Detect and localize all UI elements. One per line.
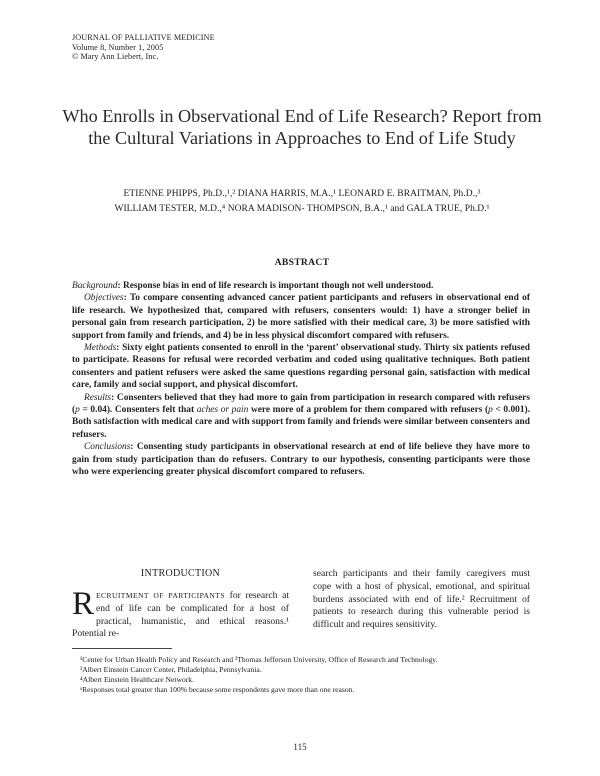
journal-volume: Volume 8, Number 1, 2005 <box>72 42 164 52</box>
journal-copyright: © Mary Ann Liebert, Inc. <box>72 52 159 62</box>
background-label: Background <box>72 281 118 291</box>
abstract-heading: ABSTRACT <box>274 257 330 268</box>
introduction-column-left <box>72 586 289 641</box>
page-number: 115 <box>293 742 307 752</box>
footnotes <box>72 655 530 695</box>
background-text: : Response bias in end of life research is important though not well understood. <box>117 281 434 291</box>
abstract-results <box>72 392 530 442</box>
results-label: Results <box>84 392 112 403</box>
abstract-conclusions <box>72 441 530 478</box>
footnote-affiliation-4: ⁴Albert Einstein Healthcare Network. <box>80 675 194 684</box>
abstract-objectives <box>72 292 530 342</box>
intro-left-text: for research at end of life can be complicated for a host of practical, humanistic, and ethical reasons.¹ Potential re- <box>72 590 289 640</box>
intro-small-caps: ECRUITMENT OF PARTICIPANTS <box>96 591 225 600</box>
results-p-value-1: p <box>75 405 80 416</box>
objectives-text: : To compare consenting advanced cancer patient participants and refusers in observational end of life research. We hypothesized that, compared with refusers, consenters would: 1) have a stronger belief in personal gain from research participation, 2) be more satisfied with their medical care, 3) be more satisfied with support from family and friends, and 4) be in less physical discomfort compared with refusers. <box>72 293 530 341</box>
results-text-c: were more of a problem for them compared with refusers ( <box>248 405 489 416</box>
abstract-background <box>72 280 530 292</box>
objectives-label: Objectives <box>84 293 124 304</box>
author-line-2: WILLIAM TESTER, M.D.,⁴ NORA MADISON- THOMPSON, B.A.,¹ and GALA TRUE, Ph.D.¹ <box>114 203 490 214</box>
methods-label: Methods <box>84 343 117 354</box>
author-line-1: ETIENNE PHIPPS, Ph.D.,¹,² DIANA HARRIS, M.A.,¹ LEONARD E. BRAITMAN, Ph.D.,³ <box>123 189 481 199</box>
intro-right-text: search participants and their family caregivers must cope with a host of physical, emotional, and spiritual burdens associated with end of life.² Recruitment of patients to research during this vulnerable period is difficult and requires sensitivity. <box>313 568 530 631</box>
results-aches: aches or pain <box>196 405 249 416</box>
footnote-rule <box>72 648 172 649</box>
results-text-d: < 0.001). Both satisfaction with medical care and with support from family and friends were similar between consenters and refusers. <box>72 405 530 440</box>
footnote-affiliation-1-2: ¹Center for Urban Health Policy and Research and ²Thomas Jefferson University, Office of Research and Technology. <box>80 655 438 664</box>
footnote-responses: ᵃResponses total greater than 100% because some respondents gave more than one reason. <box>80 685 355 694</box>
abstract-methods <box>72 342 530 392</box>
drop-cap: R <box>72 586 95 622</box>
abstract-body <box>72 280 530 479</box>
article-title: Who Enrolls in Observational End of Life Research? Report from the Cultural Variations in Approaches to End of Life Study <box>62 106 542 148</box>
conclusions-text: : Consenting study participants in observational research at end of life believe they have more to gain from study participation than do refusers. Contrary to our hypothesis, consenting participants were those who were experiencing greater physical discomfort compared to refusers. <box>72 442 530 478</box>
results-text-b: = 0.04). Consenters felt that <box>79 405 197 416</box>
footnote-affiliation-3: ³Albert Einstein Cancer Center, Philadelphia, Pennsylvania. <box>80 665 262 674</box>
results-text-a: : Consenters believed that they had more to gain from participation in research compared with refusers ( <box>72 392 530 416</box>
journal-header <box>72 33 215 62</box>
introduction-heading: INTRODUCTION <box>140 568 221 579</box>
conclusions-label: Conclusions <box>84 442 131 453</box>
methods-text: : Sixty eight patients consented to enroll in the ‘parent’ observational study. Thirty six patients refused to participate. Reasons for refusal were recorded verbatim and coded using qualitative techniques. Both patient consenters and patient refusers were asked the same questions regarding personal gain, satisfaction with medical care, family and social support, and physical discomfort. <box>72 343 530 391</box>
results-p-value-2: p <box>488 405 493 416</box>
journal-name: JOURNAL OF PALLIATIVE MEDICINE <box>72 33 215 42</box>
author-list <box>60 187 544 216</box>
introduction-column-right <box>313 568 530 632</box>
